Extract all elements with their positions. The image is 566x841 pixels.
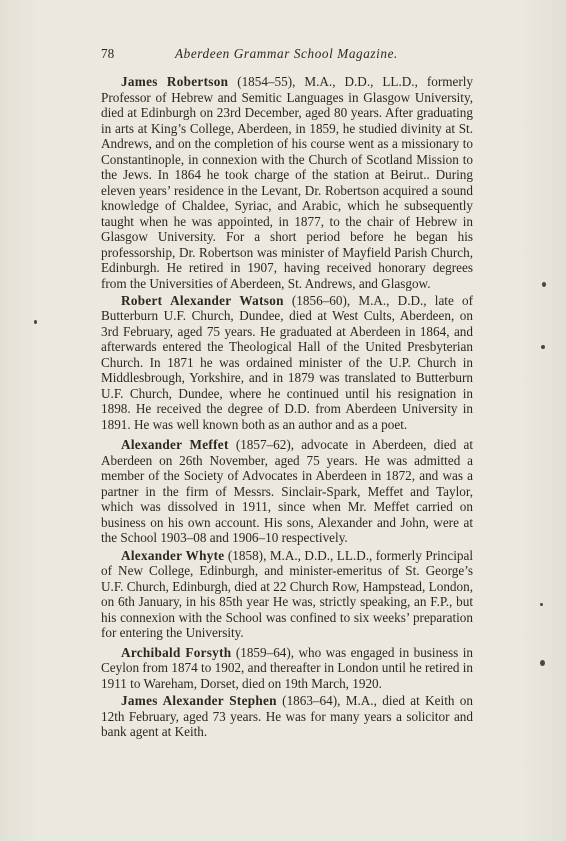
obituary-entry bbox=[101, 437, 473, 546]
scan-speck bbox=[542, 282, 546, 287]
scan-speck bbox=[34, 320, 37, 324]
entry-text: (1863–64), M.A., died at Keith on 12th February, aged 73 years. He was for many years a solicitor and bank agent at Keith. bbox=[101, 693, 473, 739]
scan-speck bbox=[540, 660, 545, 666]
entry-text: (1857–62), advocate in Aberdeen, died at Aberdeen on 26th November, aged 75 years. He was admitted a member of the Society of Advocates in Aberdeen in 1872, and was a partner in the firm of Messrs. Sinclair-Spark, Meffet and Taylor, which was dissolved in 1911, since when Mr. Meffet carried on business on his own account. His sons, Alexander and John, were at the School 1903–08 and 1906–10 respectively. bbox=[101, 437, 473, 545]
running-title: Aberdeen Grammar School Magazine. bbox=[175, 46, 398, 61]
scan-speck bbox=[540, 603, 543, 606]
scan-speck bbox=[541, 345, 545, 349]
entry-name: James Robertson bbox=[121, 74, 229, 89]
entry-text: (1854–55), M.A., D.D., LL.D., formerly Professor of Hebrew and Semitic Languages in Glasgow University, died at Edinburgh on 23rd December, aged 80 years. After graduating in arts at King’s College, Aberdeen, in 1859, he studied divinity at St. Andrews, and on the completion of his course went as a missionary to Constantinople, in connexion with the Church of Scotland Mission to the Jews. In 1864 he took charge of the station at Beirut.. During eleven years’ residence in the Levant, Dr. Robertson acquired a sound knowledge of Chaldee, Syriac, and Arabic, which he subsequently taught when he was appointed, in 1877, to the chair of Hebrew in Glasgow University. For a short period before he began his professorship, Dr. Robertson was minister of Mayfield Parish Church, Edinburgh. He retired in 1907, having received honorary degrees from the Universities of Aberdeen, St. Andrews, and Glasgow. bbox=[101, 74, 473, 291]
entry-text: (1859–64), who was engaged in business in Ceylon from 1874 to 1902, and thereafter in London until he retired in 1911 to Wareham, Dorset, died on 19th March, 1920. bbox=[101, 644, 473, 691]
entry-name: James Alexander Stephen bbox=[121, 693, 277, 708]
entry-name: Alexander Whyte bbox=[121, 547, 225, 563]
obituary-entry bbox=[101, 293, 473, 433]
entry-text: (1858), M.A., D.D., LL.D., formerly Principal of New College, Edinburgh, and minister-emeritus of St. George’s U.F. Church, Edinburgh, died at 22 Church Row, Hampstead, London, on 6th January, in his 85th year He was, strictly speaking, an F.P., but his connexion with the School was confined to six weeks’ preparation for entering the University. bbox=[101, 547, 473, 640]
obituary-entry bbox=[101, 693, 473, 740]
page-number: 78 bbox=[101, 46, 115, 61]
entry-name: Archibald Forsyth bbox=[121, 644, 232, 660]
entry-name: Robert Alexander Watson bbox=[121, 292, 284, 308]
obituary-entry bbox=[101, 645, 473, 692]
entry-text: (1856–60), M.A., D.D., late of Butterburn U.F. Church, Dundee, died at West Cults, Aberdeen, on 3rd February, aged 75 years. He graduated at Aberdeen in 1864, and afterwards entered the Theological Hall of the United Presbyterian Church. In 1871 he was ordained minister of the U.P. Church in Middlesbrough, Yorkshire, and in 1879 was translated to Butterburn U.F. Church, Dundee, where he continued until his resignation in 1898. He received the degree of D.D. from Aberdeen University in 1891. He was well known both as an author and as a poet. bbox=[101, 292, 473, 432]
page-header bbox=[101, 46, 473, 64]
obituary-list bbox=[101, 74, 473, 740]
entry-name: Alexander Meffet bbox=[121, 437, 229, 452]
obituary-entry bbox=[101, 548, 473, 641]
obituary-entry bbox=[101, 74, 473, 291]
